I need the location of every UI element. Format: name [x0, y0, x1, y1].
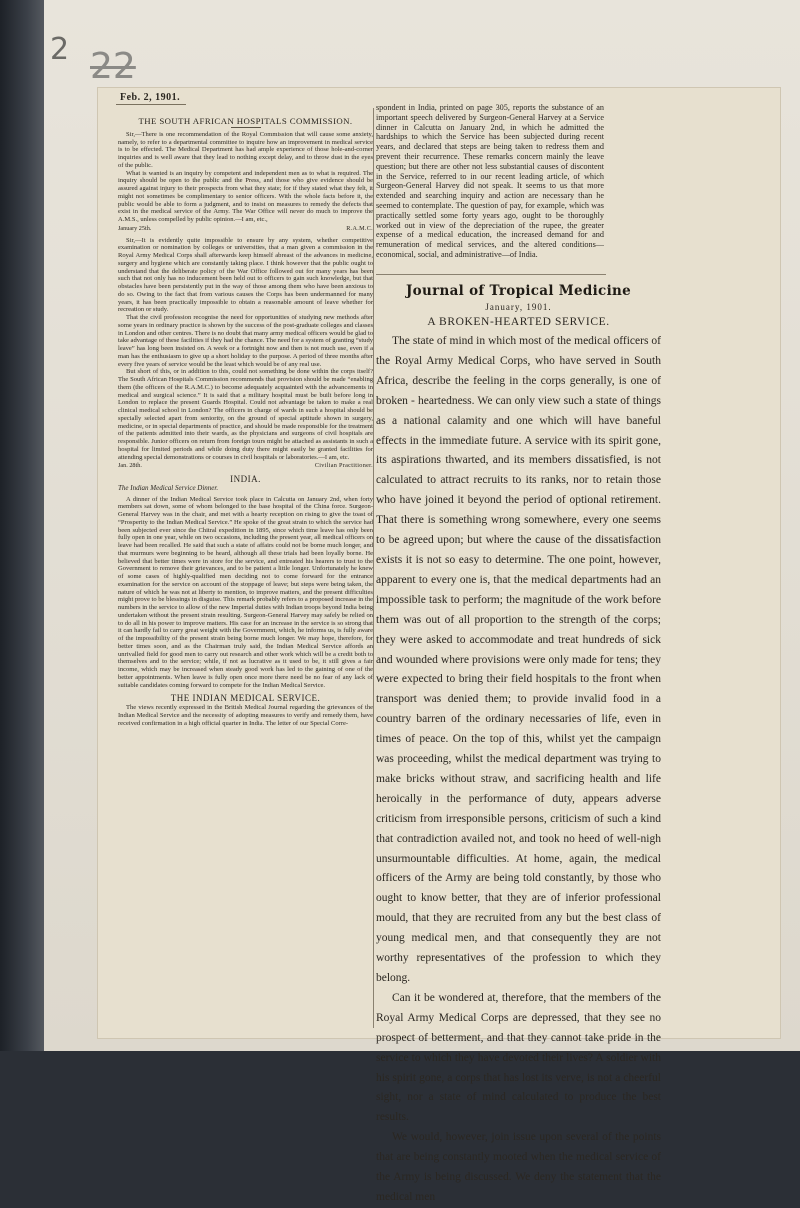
letter-date: January 25th. — [118, 224, 152, 232]
journal-masthead: Journal of Tropical Medicine — [405, 283, 632, 299]
article-paragraph: But short of this, or in addition to this, could not something be done within the corps itself? The South African Hospitals Commission recommends that provision should be made “enabling them (the officers of the R.A.M.C.) to become adequately acquainted with the advancements in medical and surgical science.” It is said that a military hospital must be built before long in London to replace the present Guards Hospital. Could not advantage be taken to make a real clinical medical school in London? The officers in charge of wards in such a hospital should be specially selected apart from seniority, on the ground of special aptitude shown in surgery, medicine, or in special departments of practice, and should be made responsible for the treatment of the patients admitted into their wards, as the physicians and surgeons of civil hospitals are responsible. Junior officers on return from foreign tours might be attached as assistants in such a hospital for limited periods and while doing duty there might easily be granted facilities for attending special demonstrations or courses in civil hospitals or laboratories.—I am, etc. — [118, 368, 373, 461]
article-paragraph: A dinner of the Indian Medical Service took place in Calcutta on January 2nd, when forty members sat down, some of whom belonged to the base hospital of the China force. Surgeon-General Harvey was in the chair, and met with a hearty reception on rising to give the toast of “Prosperity to the Indian Medical Service.” He spoke of the great strain to which the service had been subjected ever since the Chitral expedition in 1895, since which time leave has only been fully open in one year, while on two occasions, including the present year, all medical officers on leave had been recalled. He said that such a state of affairs could not be borne much longer, and that murmurs were beginning to be heard, although all these trials had been loyally borne. He believed that better times were in store for the service, and entreated his hearers to trust to the Government to remove their grievances, and to be patient a little longer. Unfortunately he knew of some cases of highly-qualified men deciding not to come forward for the entrance examination for the service on account of the stoppage of leave; but steps were being taken, the nature of which he was not at liberty to mention, to improve matters, and the present difficulties might prove to be blessings in disguise. This remark probably refers to a proposed increase in the numbers in the service to allow of the new Imperial duties with Indian troops beyond India being undertaken without the present strain resulting. Surgeon-General Harvey may safely be relied on to do all in his power to improve matters. His case for an increase in the service is so strong that it can hardly fail to carry great weight with the Government, which, he informs us, is fully aware of the impossibility of the present strain being borne much longer. We may hope, therefore, for better times soon, and as the Chairman truly said, the Indian Medical Service affords an unrivalled field for good men to carry out research and other work which will be a credit both to themselves and to the service; while, if not as lucrative as it used to be, it still gives a fair income, which may be increased when steady good work has led to the gaining of one of the better appointments. When leave is fully open once more there need be no fear of any lack of suitable candidates coming forward to compete for the Indian Medical Service. — [118, 495, 373, 689]
newspaper-clipping — [98, 88, 780, 1203]
section-divider — [376, 274, 606, 275]
article-title: THE INDIAN MEDICAL SERVICE. — [170, 693, 321, 704]
letter-signature: R.A.M.C. — [346, 224, 373, 232]
section-title: INDIA. — [230, 474, 261, 484]
letter-signature: Civilian Practitioner. — [314, 462, 373, 470]
journal-date: January, 1901. — [485, 302, 552, 312]
article-paragraph: The views recently expressed in the British Medical Journal regarding the grievances of the Indian Medical Service and the necessity of adopting measures to verify and remedy them, have received confirmation in a high official quarter in India. The letter of our Special Corre- — [118, 704, 373, 727]
editorial-body — [376, 332, 661, 1208]
article-paragraph: That the civil profession recognise the need for opportunities of studying new methods after some years in ordinary practice is shown by the success of the post-graduate colleges and classes in London and other centres. There is no doubt that many army medical officers would be glad to take advantage of these facilities if they had the chance. The need for a system of granting “study leave” has long been insisted on. A week or a fortnight now and then is not much use, even if a man has the enthusiasm to give up a short holiday to the purpose. A period of three months after every five years of service would be the least which would be of any real use. — [118, 314, 373, 368]
editorial-paragraph: Can it be wondered at, therefore, that the members of the Royal Army Medical Corps are depressed, that they see no prospect of betterment, and that they cannot take pride in the service to which they have devoted their lives? A soldier with his spirit gone, a corps that has lost its verve, is not a cheerful sight, nor a state of mind calculated to produce the best results. — [376, 991, 661, 1124]
pencil-page-number-struck: 22 — [90, 46, 136, 87]
article-paragraph: Sir,—There is one recommendation of the Royal Commission that will cause some anxiety, namely, to refer to a departmental committee to inquire how an improvement in medical service is to be effected. The Medical Department has had ample experience of those hole-and-corner inquiries and is well aware that they lead to nothing except delay, and to throw dust in the eyes of the public. — [118, 130, 373, 169]
editorial-title: A BROKEN-HEARTED SERVICE. — [427, 316, 610, 328]
clipping-date: Feb. 2, 1901. — [116, 92, 186, 105]
editorial-paragraph: The state of mind in which most of the medical officers of the Royal Army Medical Corps, who have served in South Africa, describe the feeling in the corps generally, is one of broken - heartedness. We can only view such a state of things as a national calamity and one which will have baneful effects in the immediate future. A service with its spirit gone, its aspirations thwarted, and its members dissatisfied, is not calculated to attract recruits to its ranks, nor to retain those who have joined it beyond the period of optional retirement. That there is something wrong somewhere, every one seems to be agreed upon; but where the cause of the dissatisfaction exists it is not so easy to determine. The one point, however, apparent to every one is, that the medical departments had an impossible task to perform; the magnitude of the work before them was out of all proportion to the strength of the corps; they were asked to accommodate and treat hundreds of sick and wounded where provisions were only made for tens; they were expected to bring their field hospitals to the front when transport was denied them; to provide invalid food in a country barren of the ordinary necessaries of life, even in times of peace. On the top of this, whilst yet the campaign was proceeding, whilst the medical department was trying to make bricks without straw, and sacrificing health and life heroically in the performance of duty, appears adverse criticism from irresponsible persons, criticism of such a kind that contradiction availed not, and took no heed of well-nigh unsurmountable difficulties. At home, again, the medical officers of the Army are being told constantly, by those who ought to know better, that they are of inferior professional mould, that they are recruited from any but the best class of young medical men, and that consequently they are not worthy representatives of the profession to which they belong. — [376, 335, 661, 984]
title-rule — [231, 127, 261, 128]
pencil-page-number: 2 — [50, 32, 70, 67]
left-column — [118, 116, 373, 1036]
continuation-column — [376, 103, 604, 273]
letter-signature-row — [118, 225, 373, 233]
section-subhead: The Indian Medical Service Dinner. — [118, 483, 219, 492]
article-title: THE SOUTH AFRICAN HOSPITALS COMMISSION. — [138, 116, 353, 126]
article-paragraph: Sir,—It is evidently quite impossible to ensure by any system, whether competitive examination or nomination by colleges or universities, that a man given a commission in the Royal Army Medical Corps shall afterwards keep himself abreast of the advances in medicine, surgery and hygiene which are constantly taking place. I think however that the public ought to understand that the deliberate policy of the War Office followed out for many years has been such that not only has no inducement been held out to officers to gain such knowledge, but that obstacles have been persistently put in the way of those among them who have been anxious to do so. Owing to the fact that from various causes the Corps has been undermanned for many years, it has been practically impossible to obtain a reasonable amount of leave whether for recreation or study. — [118, 236, 373, 314]
column-divider — [373, 108, 374, 1028]
album-binding — [0, 0, 44, 1051]
right-column — [376, 280, 661, 1203]
article-continuation: spondent in India, printed on page 305, reports the substance of an important speech delivered by Surgeon-General Harvey at a Service dinner in Calcutta on January 2nd, in which he admitted the hardships to which the Service has been subjected during recent years, and declared that steps are being taken to redress them and prevent their recurrence. These remarks concern mainly the leave question; but there are other not less substantial causes of discontent in the Service, referred to in our recent leading article, of which Surgeon-General Harvey did not speak. It seems to us that more extended and searching inquiry and action are necessary than he seemed to contemplate. The question of pay, for example, which was practically settled some forty years ago, ought to be thoroughly worked out in view of the depreciation of the rupee, the greater expense of a medical education, the increased demand for and remuneration of medical services, and the altered conditions—economical, social, and administrative—of India. — [376, 103, 604, 259]
letter-date: Jan. 28th. — [118, 462, 142, 470]
editorial-paragraph: We would, however, join issue upon several of the points that are being constantly mooted when the medical service of the Army is being discussed. We deny the statement that the medical men — [376, 1131, 661, 1203]
letter-signature-row — [118, 462, 373, 470]
article-paragraph: What is wanted is an inquiry by competent and independent men as to what is required. The inquiry should be open to the public and the Press, and those who give evidence should be assured against injury to their prospects from what they state; for if they stated what they felt, it might not sometimes be complimentary to senior officers. With the whole facts before it, the public would be able to form a judgment, and to insist on measures to remedy the defects that exist in the medical service of the Army. The War Office will never do much to improve the A.M.S., unless compelled by public opinion.—I am, etc., — [118, 169, 373, 223]
